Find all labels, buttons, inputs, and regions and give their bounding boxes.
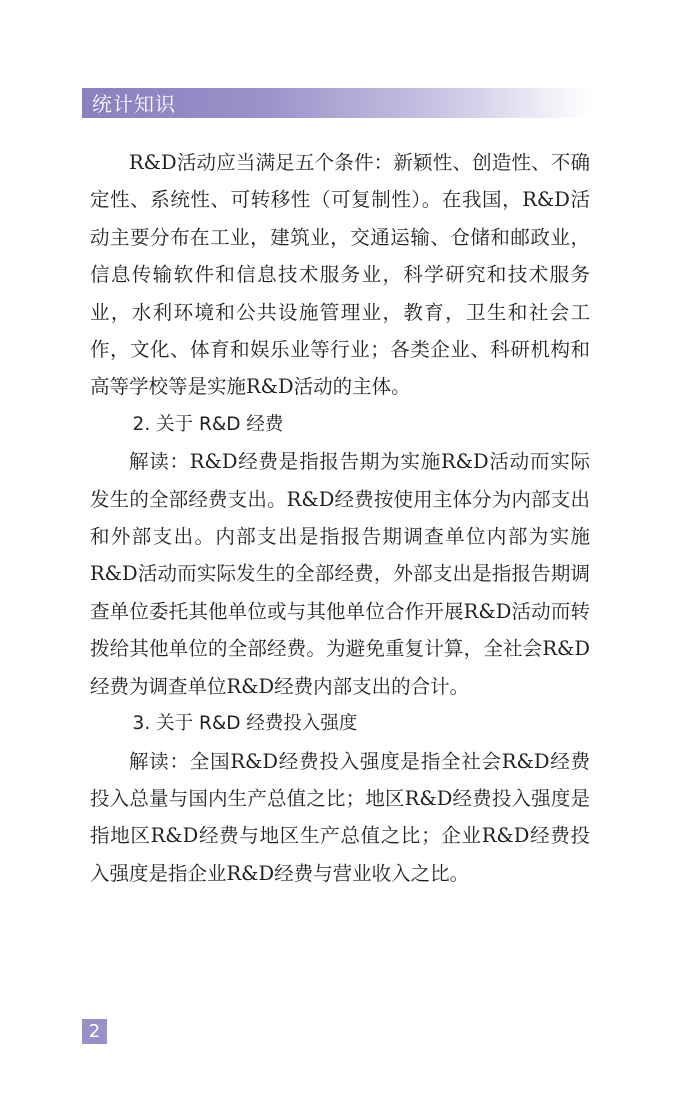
page-number: 2 xyxy=(82,1019,107,1044)
paragraph-rd-activity-conditions: R&D活动应当满足五个条件：新颖性、创造性、不确定性、系统性、可转移性（可复制性）。在我国，R&D活动主要分布在工业，建筑业，交通运输、仓储和邮政业，信息传输软件和信息技术服务业，科学研究和技术服务业，水利环境和公共设施管理业，教育，卫生和社会工作，文化、体育和娱乐业等行业；各类企业、科研机构和高等学校等是实施R&D活动的主体。 xyxy=(90,151,590,399)
heading-rd-intensity: 3. 关于 R&D 经费投入强度 xyxy=(132,713,358,735)
heading-rd-expenditure: 2. 关于 R&D 经费 xyxy=(132,413,284,435)
article-body xyxy=(90,144,590,892)
paragraph-rd-intensity: 解读：全国R&D经费投入强度是指全社会R&D经费投入总量与国内生产总值之比；地区R&D经费投入强度是指地区R&D经费与地区生产总值之比；企业R&D经费投入强度是指企业R&D经费与营业收入之比。 xyxy=(90,749,590,885)
paragraph-rd-expenditure: 解读：R&D经费是指报告期为实施R&D活动而实际发生的全部经费支出。R&D经费按使用主体分为内部支出和外部支出。内部支出是指报告期调查单位内部为实施R&D活动而实际发生的全部经费，外部支出是指报告期调查单位委托其他单位或与其他单位合作开展R&D活动而转拨给其他单位的全部经费。为避免重复计算，全社会R&D经费为调查单位R&D经费内部支出的合计。 xyxy=(90,450,590,698)
section-title: 统计知识 xyxy=(92,92,176,116)
